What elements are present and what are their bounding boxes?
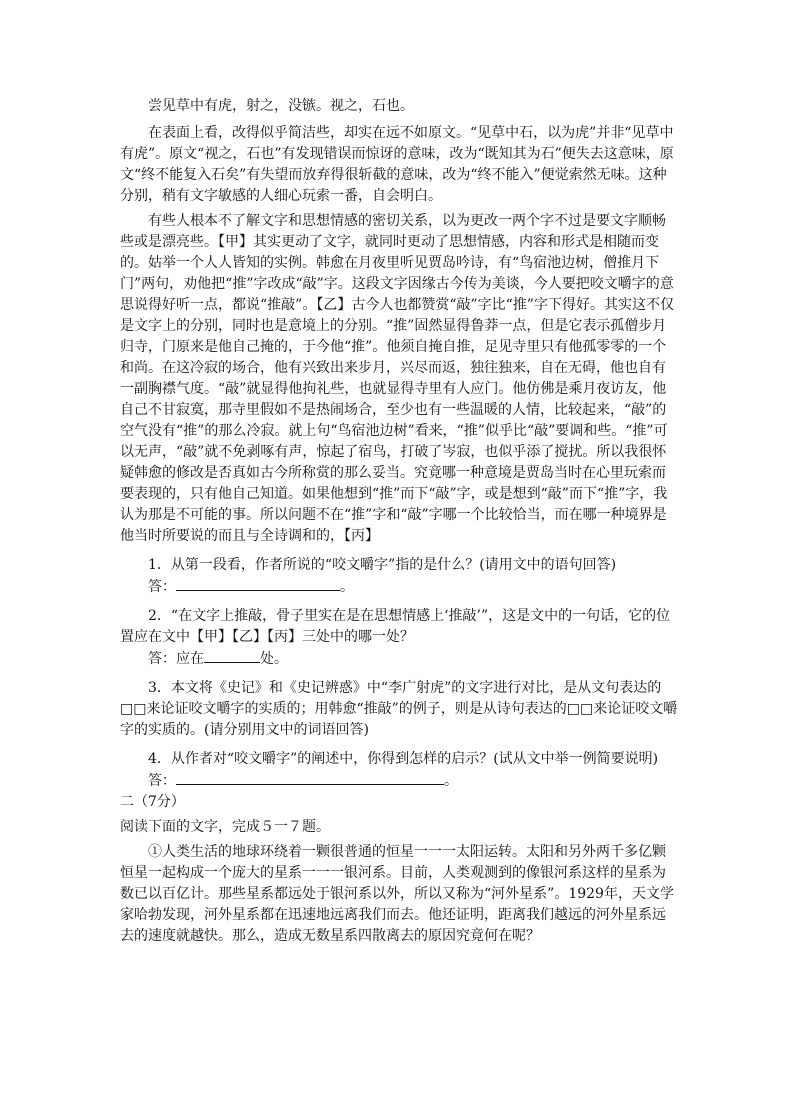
- section-2-instruction: 阅读下面的文字，完成５一７题。: [120, 819, 330, 835]
- passage-paragraph-1: 在表面上看，改得似乎简洁些，却实在远不如原文。“见草中石，以为虎”并非“见草中有虎”。原文“视之，石也”有发现错误而惊讶的意味，改为“既知其为石”便失去这意味，原文“终不能复入石矣”有失望而放弃得很斩截的意味，改为“终不能入”便觉索然无味。这种分别，稍有文字敏感的人细心玩索一番，自会明白。: [120, 125, 674, 204]
- question-4: 4．从作者对“咬文嚼字”的阐述中，你得到怎样的启示？(试从文中举一例简要说明): [148, 751, 659, 767]
- passage-paragraph-2: 有些人根本不了解文字和思想情感的密切关系，以为更改一两个字不过是要文字顺畅些或是漂亮些。【甲】其实更动了文字，就同时更动了思想情感，内容和形式是相随而变的。姑举一个人人皆知的实例。韩愈在月夜里听见贾岛吟诗，有“鸟宿池边树，僧推月下门”两句，劝他把“推”字改成“敲”字。这段文字因缘古今传为美谈，今人要把咬文嚼字的意思说得好听一点，都说“推敲”。【乙】古今人也都赞赏“敲”字比“推”字下得好。其实这不仅是文字上的分别，同时也是意境上的分别。“推”固然显得鲁莽一点，但是它表示孤僧步月归寺，门原来是他自己掩的，于今他“推”。他须自掩自推，足见寺里只有他孤零零的一个和尚。在这冷寂的场合，他有兴致出来步月，兴尽而返，独往独来，自在无碍，他也自有一副胸襟气度。“敲”就显得他拘礼些，也就显得寺里有人应门。他仿佛是乘月夜访友，他自己不甘寂寞，那寺里假如不是热闹场合，至少也有一些温暖的人情，比较起来，“敲”的空气没有“推”的那么冷寂。就上句“鸟宿池边树”看来，“推”似乎比“敲”要调和些。“推”可以无声，“敲”就不免剥啄有声，惊起了宿鸟，打破了岑寂，也似乎添了搅扰。所以我很怀疑韩愈的修改是否真如古今所称赏的那么妥当。究竟哪一种意境是贾岛当时在心里玩索而要表现的，只有他自己知道。如果他想到“推”而下“敲”字，或是想到“敲”而下“推”字，我认为那是不可能的事。所以问题不在“推”字和“敲”字哪一个比较恰当，而在哪一种境界是他当时所要说的而且与全诗调和的，【丙】: [120, 213, 674, 544]
- question-2: 2．“在文字上推敲，骨子里实在是在思想情感上‘推敲’”，这是文中的一句话，它的位置应在文中【甲】【乙】【丙】三处中的哪一处？: [120, 608, 671, 645]
- answer-end-2: 处。: [260, 651, 288, 667]
- answer-blank-1[interactable]: [176, 576, 340, 591]
- answer-blank-2[interactable]: [204, 648, 260, 663]
- question-1: 1．从第一段看，作者所说的“咬文嚼字”指的是什么？(请用文中的语句回答): [148, 557, 617, 573]
- answer-end-1: 。: [340, 579, 354, 595]
- section-2-heading: 二（7分）: [120, 794, 185, 810]
- answer-line-2: [120, 648, 678, 670]
- answer-end-4: 。: [444, 773, 458, 789]
- question-3: 3．本文将《史记》和《史记辨惑》中“李广射虎”的文字进行对比，是从文句表达的□□来论证咬文嚼字的实质的；用韩愈“推敲”的例子，则是从诗句表达的□□来论证咬文嚼字的实质的。(请分别用文中的词语回答): [120, 680, 678, 738]
- answer-line-4: [120, 770, 678, 792]
- answer-label-2: 答：应在: [148, 651, 204, 667]
- answer-label-4: 答：: [148, 773, 176, 789]
- document-body: [120, 96, 678, 947]
- passage-paragraph-0: 尝见草中有虎，射之，没镞。视之，石也。: [148, 98, 414, 114]
- answer-line-1: [120, 576, 678, 598]
- section-2-paragraph-1: ①人类生活的地球环绕着一颗很普通的恒星一一一太阳运转。太阳和另外两千多亿颗恒星一起构成一个庞大的星系一一一银河系。目前，人类观测到的像银河系这样的星系为数已以百亿计。那些星系都远处于银河系以外，所以又称为“河外星系”。1929年，天文学家哈勃发现，河外星系都在迅速地远离我们而去。他还证明，距离我们越远的河外星系远去的速度就越快。那么，造成无数星系四散离去的原因究竟何在呢？: [120, 844, 674, 944]
- answer-label-1: 答：: [148, 579, 176, 595]
- answer-blank-4[interactable]: [176, 770, 444, 785]
